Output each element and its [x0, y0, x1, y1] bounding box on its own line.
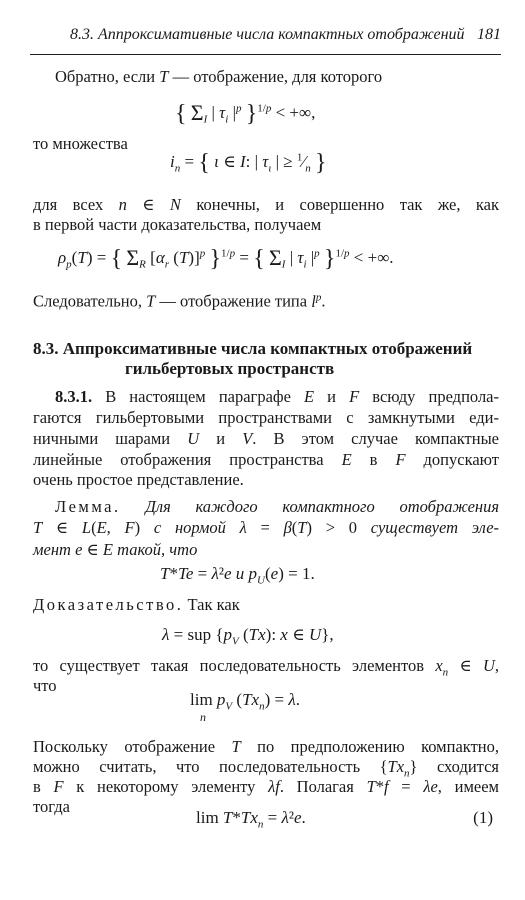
text-line: для всех n ∈ N конечны, и совершенно так же, как: [33, 195, 500, 214]
text-line: то множества: [33, 134, 128, 153]
text-line: в первой части доказательства, получаем: [33, 215, 322, 234]
running-title: 8.3. Аппроксимативные числа компактных отображений: [70, 26, 465, 43]
formula-sum-condition: { $\Sigma_I$ | $\tau_i$ $|^p$ }$^{1/p}$ < +∞,: [175, 100, 316, 127]
formula-index-set: $i_n$ = { ι ∈ I: | $\tau_\iota$ | ≥ $^1⁄_n$ }: [170, 150, 327, 176]
section-title: 8.3. Аппроксимативные числа компактных отображений: [33, 339, 473, 358]
lemma-line: мент e ∈ E такой, что: [33, 540, 198, 559]
text-line: 8.3.1. В настоящем параграфе E и F всюду предпола-: [55, 387, 499, 406]
text-line: ничными шарами U и V. В этом случае компактные: [33, 429, 499, 448]
text-line: что: [33, 676, 57, 695]
text-line: Поскольку отображение T по предположению компактно,: [33, 737, 499, 756]
text-line: гаются гильбертовыми пространствами с замкнутыми еди-: [33, 408, 499, 427]
text-line: линейные отображения пространства E в F допускают: [33, 450, 499, 469]
formula-eq1: $\lim T*Tx_n = \lambda^2e$.: [196, 808, 306, 831]
formula-lemma: T*Te = λ²e и $p_U(e) = 1$.: [160, 564, 315, 587]
formula-sup: λ = sup {$p_V$ (Tx): x ∈ U},: [162, 625, 334, 648]
lemma-line: Лемма. Для каждого компактного отображения: [55, 497, 500, 516]
section-title: гильбертовых пространств: [125, 359, 335, 378]
proof-line: Доказательство. Так как: [33, 595, 240, 614]
formula-lim: lim n $p_V$ $(Tx_n) = \lambda$.: [190, 690, 300, 724]
lemma-line: T ∈ L(E, F) с нормой λ = β(T) > 0 существует эле-: [33, 518, 500, 537]
page-number: 181: [477, 26, 501, 43]
formula-rho: $\rho_p(T)$ = { $\Sigma_R$ [$\alpha_r$ (T)]$^p$ }$^{1/p}$ = { $\Sigma_I$ | $\tau_i$ $|^p$ }$^{1/p}$ < +∞.: [58, 245, 394, 272]
text-line: то существует такая последовательность элементов $x_n$ ∈ U,: [33, 656, 499, 679]
text-line: тогда: [33, 797, 70, 816]
text-line: очень простое представление.: [33, 470, 244, 489]
text-line: в F к некоторому элементу λf. Полагая T*f = λe, имеем: [33, 777, 499, 796]
text-line: Следовательно, T — отображение типа $l^p$.: [33, 291, 326, 311]
text-line: Обратно, если T — отображение, для которого: [55, 67, 383, 86]
page-header: [30, 22, 501, 55]
equation-number: (1): [473, 808, 493, 827]
text-line: можно считать, что последовательность $\{Tx_n\}$ сходится: [33, 757, 499, 780]
